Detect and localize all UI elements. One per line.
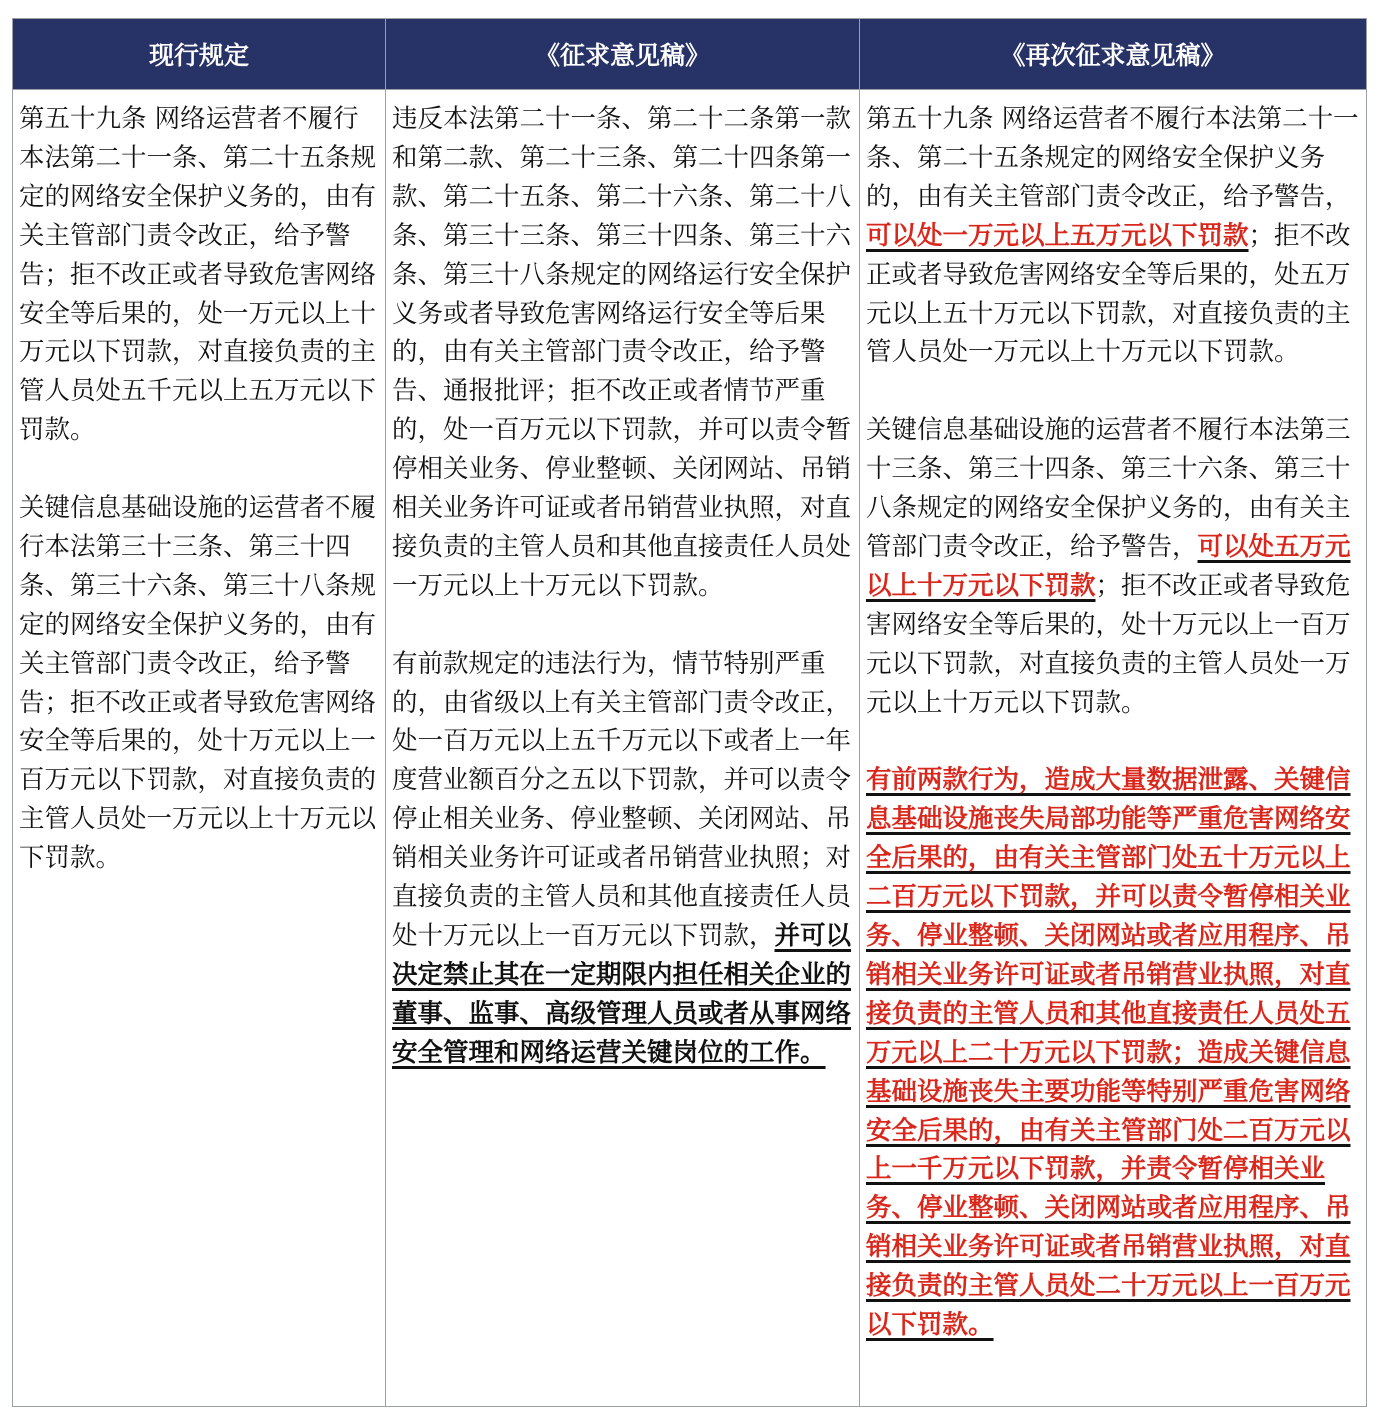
header-draft: 《征求意见稿》 xyxy=(386,19,860,90)
draft-paragraph-2 xyxy=(392,645,853,1073)
second-draft-paragraph-1-text-b: ；拒不改正或者导致危害网络安全等后果的，处五万元以上五十万元以下罚款，对直接负责的主管人员处一万元以上十万元以下罚款。 xyxy=(866,220,1351,368)
second-draft-new-fine-1: 可以处一万元以上五万元以下罚款 xyxy=(866,220,1249,251)
draft-paragraph-2-text: 有前款规定的违法行为，情节特别严重的，由省级以上有关主管部门责令改正，处一百万元以上五千万元以下或者上一年度营业额百分之五以下罚款，并可以责令停止相关业务、停业整顿、关闭网站、吊销相关业务许可证或者吊销营业执照；对直接负责的主管人员和其他直接责任人员处十万元以上一百万元以下罚款， xyxy=(392,648,852,952)
draft-added-provision: 并可以决定禁止其在一定期限内担任相关企业的董事、监事、高级管理人员或者从事网络安全管理和网络运营关键岗位的工作。 xyxy=(392,921,852,1068)
second-draft-paragraph-2 xyxy=(866,411,1360,722)
second-draft-cell xyxy=(860,90,1367,1407)
second-draft-paragraph-2-text-b: ；拒不改正或者导致危害网络安全等后果的，处十万元以上一百万元以下罚款，对直接负责的主管人员处一万元以上十万元以下罚款。 xyxy=(866,570,1351,718)
draft-paragraph-1: 违反本法第二十一条、第二十二条第一款和第二款、第二十三条、第二十四条第一款、第二十五条、第二十六条、第二十八条、第三十三条、第三十四条、第三十六条、第三十八条规定的网络运行安全保护义务或者导致危害网络运行安全等后果的，由有关主管部门责令改正，给予警告、通报批评；拒不改正或者情节严重的，处一百万元以下罚款，并可以责令暂停相关业务、停业整顿、关闭网站、吊销相关业务许可证或者吊销营业执照，对直接负责的主管人员和其他直接责任人员处一万元以上十万元以下罚款。 xyxy=(392,104,852,601)
second-draft-paragraph-2-text-a: 关键信息基础设施的运营者不履行本法第三十三条、第三十四条、第三十六条、第三十八条规定的网络安全保护义务的，由有关主管部门责令改正，给予警告， xyxy=(866,415,1351,562)
header-current-rules: 现行规定 xyxy=(13,19,386,90)
second-draft-paragraph-1-text-a: 第五十九条 网络运营者不履行本法第二十一条、第二十五条规定的网络安全保护义务的，由有关主管部门责令改正，给予警告， xyxy=(866,104,1359,212)
current-paragraph-1: 第五十九条 网络运营者不履行本法第二十一条、第二十五条规定的网络安全保护义务的，由有关主管部门责令改正，给予警告；拒不改正或者导致危害网络安全等后果的，处一万元以上十万元以下罚款，对直接负责的主管人员处五千元以上五万元以下罚款。 xyxy=(19,104,377,446)
draft-cell xyxy=(386,90,860,1407)
second-draft-new-provision: 有前两款行为，造成大量数据泄露、关键信息基础设施丧失局部功能等严重危害网络安全后果的，由有关主管部门处五十万元以上二百万元以下罚款，并可以责令暂停相关业务、停业整顿、关闭网站或者应用程序、吊销相关业务许可证或者吊销营业执照，对直接负责的主管人员和其他直接责任人员处五万元以上二十万元以下罚款；造成关键信息基础设施丧失主要功能等特别严重危害网络安全后果的，由有关主管部门处二百万元以上一千万元以下罚款，并责令暂停相关业务、停业整顿、关闭网站或者应用程序、吊销相关业务许可证或者吊销营业执照，对直接负责的主管人员处二十万元以上一百万元以下罚款。 xyxy=(866,765,1351,1341)
comparison-table xyxy=(12,18,1367,1407)
second-draft-new-fine-2: 可以处五万元以上十万元以下罚款 xyxy=(866,531,1351,601)
header-row xyxy=(13,19,1367,90)
header-second-draft: 《再次征求意见稿》 xyxy=(860,19,1367,90)
second-draft-paragraph-1 xyxy=(866,100,1360,372)
content-row xyxy=(13,90,1367,1407)
current-rules-cell xyxy=(13,90,386,1407)
second-draft-paragraph-3 xyxy=(866,761,1360,1345)
current-paragraph-2: 关键信息基础设施的运营者不履行本法第三十三条、第三十四条、第三十六条、第三十八条规定的网络安全保护义务的，由有关主管部门责令改正，给予警告；拒不改正或者导致危害网络安全等后果的，处十万元以上一百万元以下罚款，对直接负责的主管人员处一万元以上十万元以下罚款。 xyxy=(19,493,377,874)
